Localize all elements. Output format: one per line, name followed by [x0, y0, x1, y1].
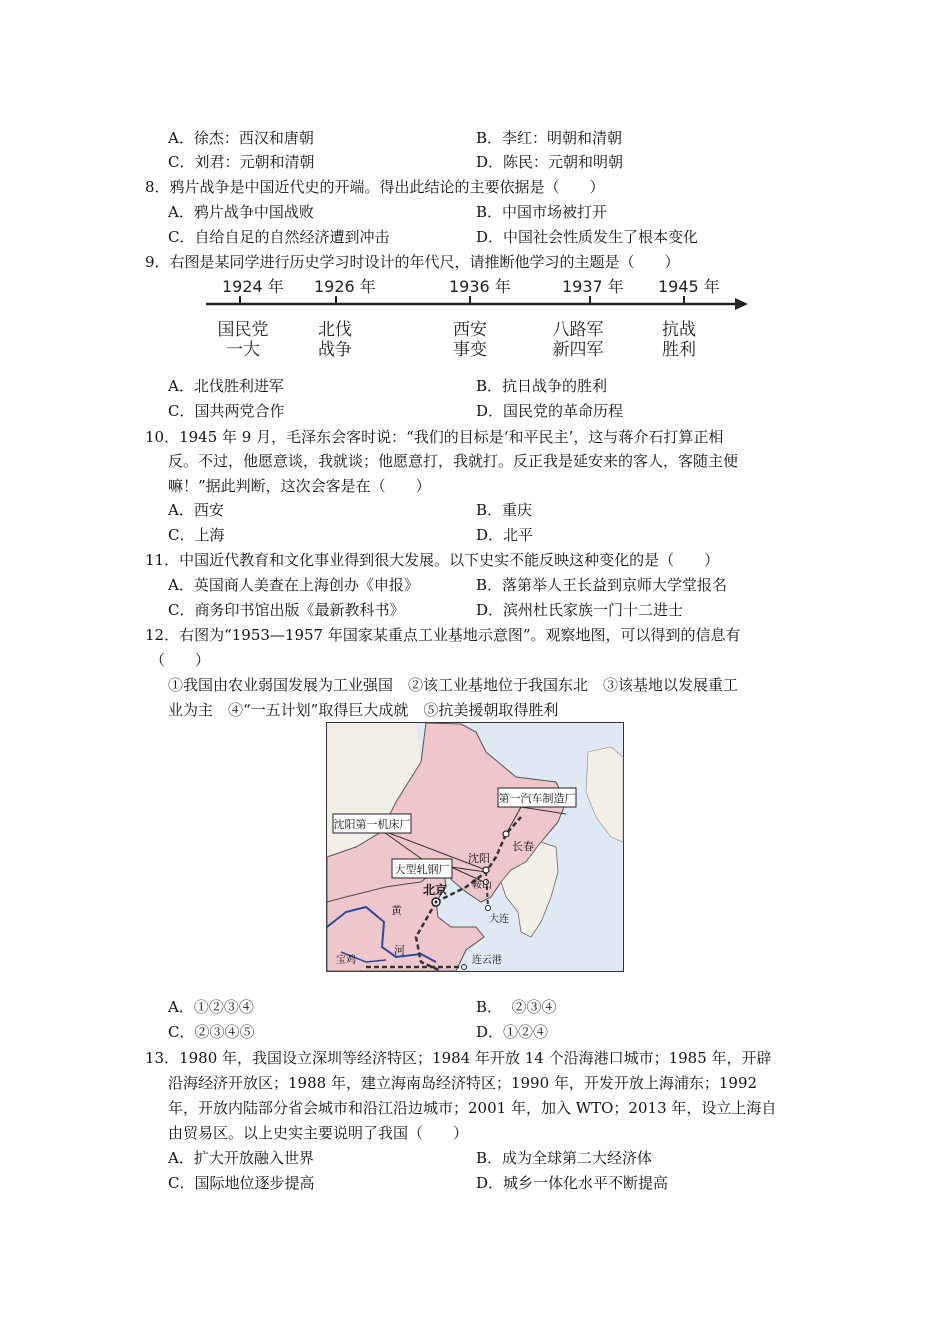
timeline-event-3-line1: 西安 — [453, 320, 487, 340]
q9-option-a[interactable]: A．北伐胜利进军 — [168, 377, 284, 395]
timeline-event-4-line2: 新四军 — [552, 340, 604, 360]
timeline-year-1937: 1937 年 — [562, 277, 624, 296]
timeline-year-1945: 1945 年 — [658, 277, 720, 296]
q9-option-c[interactable]: C．国共两党合作 — [168, 402, 285, 420]
industrial-base-map — [326, 722, 624, 972]
q7-option-a[interactable]: A．徐杰：西汉和唐朝 — [168, 129, 314, 147]
timeline-event-5-line1: 抗战 — [662, 320, 696, 340]
q9-option-b[interactable]: B．抗日战争的胜利 — [476, 377, 608, 395]
timeline-event-5-line2: 胜利 — [662, 340, 696, 360]
timeline-ruler — [200, 274, 760, 366]
map-city-beijing: 北京 — [423, 883, 448, 897]
q12-items-line1: ①我国由农业弱国发展为工业强国 ②该工业基地位于我国东北 ③该基地以发展重工 — [168, 676, 739, 694]
q9-stem: 9．右图是某同学进行历史学习时设计的年代尺，请推断他学习的主题是（ ） — [145, 253, 680, 271]
q9-option-d[interactable]: D．国民党的革命历程 — [476, 402, 624, 420]
q12-option-a[interactable]: A．①②③④ — [168, 998, 254, 1016]
map-city-baoji: 宝鸡 — [336, 955, 356, 966]
q10-option-d[interactable]: D．北平 — [476, 526, 534, 544]
q10-stem-line3: 嘛！”据此判断，这次会客是在（ ） — [168, 477, 431, 495]
timeline-year-1924: 1924 年 — [222, 277, 284, 296]
timeline-year-1936: 1936 年 — [449, 277, 511, 296]
q10-option-c[interactable]: C．上海 — [168, 526, 225, 544]
map-river-huang: 黄 — [391, 904, 402, 917]
q8-option-b[interactable]: B．中国市场被打开 — [476, 203, 608, 221]
q10-stem-line1: 10．1945 年 9 月，毛泽东会客时说：“我们的目标是‘和平民主’，这与蒋介石打算正相 — [145, 428, 724, 446]
map-city-shenyang: 沈阳 — [468, 852, 490, 865]
q7-option-c[interactable]: C．刘君：元朝和清朝 — [168, 153, 315, 171]
timeline-year-1926: 1926 年 — [314, 277, 376, 296]
q11-stem: 11．中国近代教育和文化事业得到很大发展。以下史实不能反映这种变化的是（ ） — [145, 551, 720, 569]
q11-option-c[interactable]: C．商务印书馆出版《最新教科书》 — [168, 601, 405, 619]
q8-option-c[interactable]: C．自给自足的自然经济遭到冲击 — [168, 228, 390, 246]
q11-option-b[interactable]: B．落第举人王长益到京师大学堂报名 — [476, 576, 728, 594]
map-label-steel-mill: 大型轧钢厂 — [394, 863, 450, 876]
timeline-event-3-line2: 事变 — [453, 340, 487, 360]
q12-option-b[interactable]: B． ②③④ — [476, 998, 557, 1016]
map-city-dalian: 大连 — [489, 914, 509, 925]
q13-option-b[interactable]: B．成为全球第二大经济体 — [476, 1149, 653, 1167]
q13-option-d[interactable]: D．城乡一体化水平不断提高 — [476, 1174, 669, 1192]
map-city-lianyungang: 连云港 — [472, 955, 502, 966]
q8-option-a[interactable]: A．鸦片战争中国战败 — [168, 203, 314, 221]
q11-option-a[interactable]: A．英国商人美查在上海创办《申报》 — [168, 576, 419, 594]
q10-stem-line2: 反。不过，他愿意谈，我就谈；他愿意打，我就打。反正我是延安来的客人，客随主便 — [168, 452, 739, 470]
q8-option-d[interactable]: D．中国社会性质发生了根本变化 — [476, 228, 699, 246]
timeline-event-2-line2: 战争 — [318, 340, 352, 360]
q12-option-d[interactable]: D．①②④ — [476, 1023, 549, 1041]
q13-stem-line1: 13．1980 年，我国设立深圳等经济特区；1984 年开放 14 个沿海港口城市；1985 年，开辟 — [145, 1049, 772, 1067]
q12-stem-line2: （ ） — [150, 651, 211, 669]
q12-stem-line1: 12．右图为“1953—1957 年国家某重点工业基地示意图”。观察地图，可以得到的信息有 — [145, 626, 741, 644]
map-city-changchun: 长春 — [512, 840, 534, 853]
timeline-event-1-line1: 国民党 — [217, 320, 269, 340]
timeline-event-1-line2: 一大 — [226, 340, 260, 360]
q8-stem: 8．鸦片战争是中国近代史的开端。得出此结论的主要依据是（ ） — [145, 178, 605, 196]
map-river-he: 河 — [394, 944, 405, 957]
q11-option-d[interactable]: D．滨州杜氏家族一门十二进士 — [476, 601, 684, 619]
q10-option-a[interactable]: A．西安 — [168, 501, 224, 519]
q13-stem-line2: 沿海经济开放区；1988 年，建立海南岛经济特区；1990 年，开发开放上海浦东；1992 — [168, 1074, 758, 1092]
q10-option-b[interactable]: B．重庆 — [476, 501, 533, 519]
timeline-event-2-line1: 北伐 — [318, 320, 352, 340]
q13-stem-line3: 年，开放内陆部分省会城市和沿江沿边城市；2001 年，加入 WTO；2013 年，设立上海自 — [168, 1099, 777, 1117]
q13-stem-line4: 由贸易区。以上史实主要说明了我国（ ） — [168, 1124, 469, 1142]
q13-option-a[interactable]: A．扩大开放融入世界 — [168, 1149, 314, 1167]
timeline-event-4-line1: 八路军 — [552, 320, 604, 340]
map-city-anshan: 鞍山 — [472, 880, 492, 891]
map-label-first-auto-factory: 第一汽车制造厂 — [498, 792, 576, 805]
q12-option-c[interactable]: C．②③④⑤ — [168, 1023, 255, 1041]
q7-option-b[interactable]: B．李红：明朝和清朝 — [476, 129, 623, 147]
q12-items-line2: 业为主 ④“一五计划”取得巨大成就 ⑤抗美援朝取得胜利 — [168, 701, 559, 719]
q13-option-c[interactable]: C．国际地位逐步提高 — [168, 1174, 315, 1192]
map-label-shenyang-machine-tool: 沈阳第一机床厂 — [333, 818, 411, 831]
q7-option-d[interactable]: D．陈民：元朝和明朝 — [476, 153, 624, 171]
